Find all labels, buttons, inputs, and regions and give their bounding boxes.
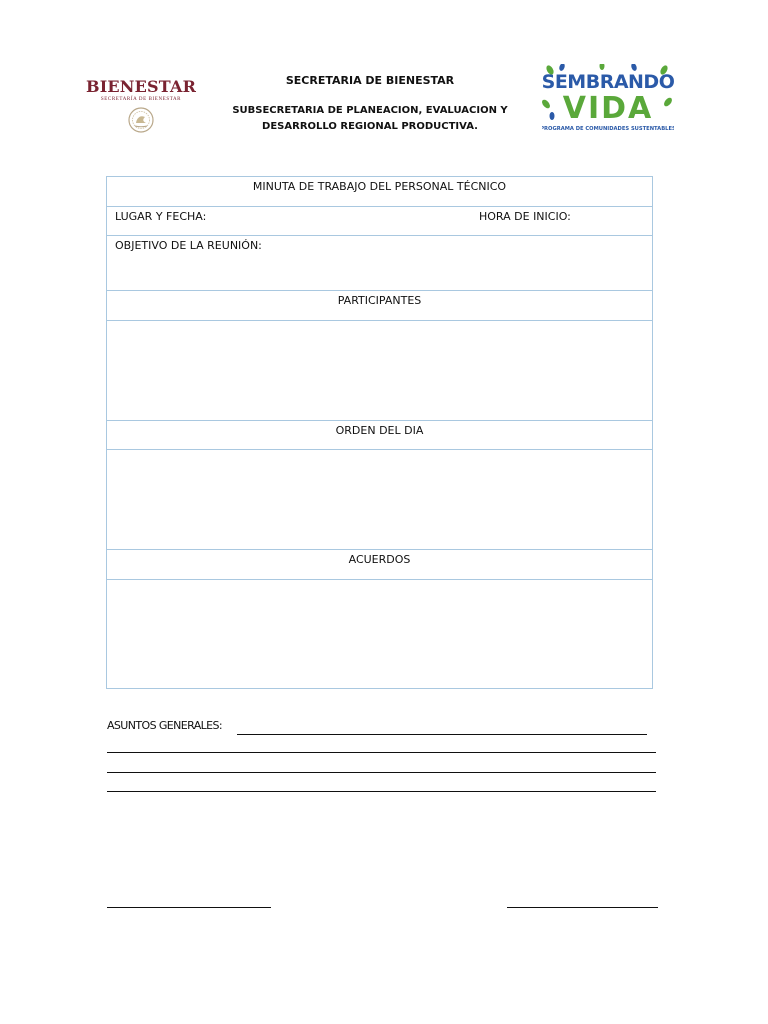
acuerdos-area[interactable] xyxy=(107,579,652,688)
orden-area[interactable] xyxy=(107,449,652,549)
header-title: SECRETARIA DE BIENESTAR xyxy=(285,74,455,87)
sembrando-vida-emblem xyxy=(542,64,674,136)
lugar-fecha-label: LUGAR Y FECHA: xyxy=(115,210,207,223)
bienestar-logo-word: BIENESTAR xyxy=(86,77,197,96)
orden-header-row xyxy=(107,420,652,450)
vida-word: VIDA xyxy=(562,91,654,126)
minuta-title-row xyxy=(107,177,652,207)
minuta-title: MINUTA DE TRABAJO DEL PERSONAL TÉCNICO xyxy=(252,180,507,193)
sembrando-tagline: PROGRAMA DE COMUNIDADES SUSTENTABLES xyxy=(542,126,674,132)
acuerdos-header-row xyxy=(107,549,652,579)
coat-of-arms-icon xyxy=(127,106,155,134)
asuntos-line-4[interactable] xyxy=(107,791,656,792)
sembrando-vida-logo xyxy=(542,64,674,136)
lugar-fecha-row[interactable] xyxy=(107,206,652,236)
hora-inicio-label: HORA DE INICIO: xyxy=(479,210,571,223)
asuntos-line-2[interactable] xyxy=(107,752,656,753)
asuntos-line-3[interactable] xyxy=(107,772,656,773)
objetivo-row[interactable] xyxy=(107,235,652,290)
participantes-label: PARTICIPANTES xyxy=(337,294,422,307)
signature-line-right[interactable] xyxy=(507,907,658,908)
acuerdos-label: ACUERDOS xyxy=(348,553,411,566)
participantes-header-row xyxy=(107,290,652,320)
bienestar-logo-tagline: SECRETARÍA DE BIENESTAR xyxy=(100,97,182,102)
header-subtitle-line1: SUBSECRETARIA DE PLANEACION, EVALUACION Y xyxy=(232,105,508,116)
header-subtitle-line2: DESARROLLO REGIONAL PRODUCTIVA. xyxy=(262,121,478,132)
header-subtitle xyxy=(230,103,510,135)
participantes-area[interactable] xyxy=(107,320,652,420)
bienestar-logo xyxy=(86,78,196,140)
objetivo-label: OBJETIVO DE LA REUNIÓN: xyxy=(115,239,262,252)
asuntos-generales-label: ASUNTOS GENERALES: xyxy=(107,719,222,732)
orden-label: ORDEN DEL DIA xyxy=(335,424,424,437)
sembrando-word: SEMBRANDO xyxy=(542,71,674,93)
minuta-table xyxy=(106,176,653,689)
asuntos-line-1[interactable] xyxy=(237,734,647,735)
signature-line-left[interactable] xyxy=(107,907,271,908)
